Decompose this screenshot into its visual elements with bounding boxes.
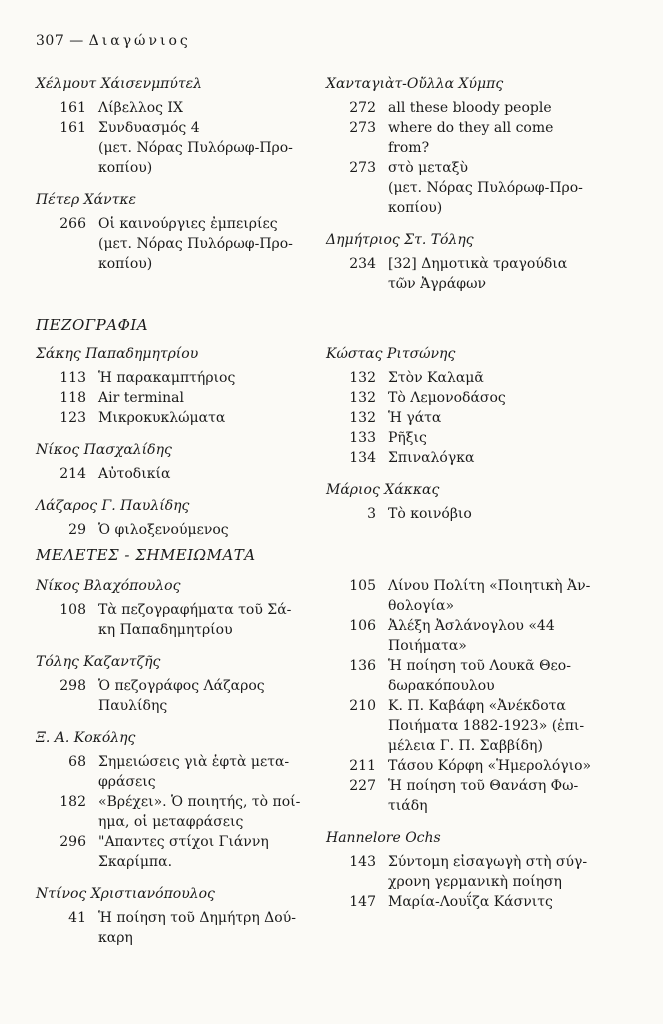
issue-number: 106 — [349, 618, 376, 634]
page-header — [36, 33, 191, 49]
index-entry — [36, 214, 306, 274]
index-entry — [326, 892, 596, 912]
issue-number: 211 — [349, 758, 376, 774]
issue-number: 272 — [349, 100, 376, 116]
entry-title: Λίβελλος IX — [98, 100, 183, 116]
index-entry — [36, 676, 306, 716]
author-name: Ξ. Α. Κοκόλης — [36, 730, 136, 746]
author-name: Χέλμουτ Χάισενμπύτελ — [36, 76, 203, 92]
issue-number: 161 — [59, 100, 86, 116]
issue-number: 133 — [349, 430, 376, 446]
index-entry — [326, 408, 596, 428]
issue-number: 266 — [59, 216, 86, 232]
entry-title: Ὁ πεζογράφος Λάζαρος Παυλίδης — [98, 678, 265, 714]
block1-right-column — [326, 74, 596, 294]
entry-title: Τάσου Κόρφη «Ἡμερολόγιο» — [388, 758, 592, 774]
issue-number: 298 — [59, 678, 86, 694]
issue-number: 210 — [349, 698, 376, 714]
group-spacer — [36, 178, 306, 190]
index-entry — [326, 254, 596, 294]
issue-number: 214 — [59, 466, 86, 482]
entry-title: Μικροκυκλώματα — [98, 410, 226, 426]
issue-number: 105 — [349, 578, 376, 594]
group-spacer — [326, 816, 596, 828]
index-entry — [326, 756, 596, 776]
issue-number: 29 — [68, 522, 86, 538]
group-spacer — [36, 428, 306, 440]
header-dash: — — [69, 33, 84, 49]
page-number: 307 — [36, 33, 65, 49]
index-entry — [36, 908, 306, 948]
author-name: Ντίνος Χριστιανόπουλος — [36, 886, 215, 902]
entry-title: Σημειώσεις γιὰ ἑφτὰ μετα- φράσεις — [98, 754, 290, 790]
issue-number: 136 — [349, 658, 376, 674]
group-spacer — [326, 218, 596, 230]
author-name: Τόλης Καζαντζῆς — [36, 654, 161, 670]
issue-number: 41 — [68, 910, 86, 926]
entry-title: Ἡ ποίηση τοῦ Λουκᾶ Θεο- δωρακόπουλου — [388, 658, 571, 694]
index-entry — [326, 368, 596, 388]
issue-number: 132 — [349, 370, 376, 386]
issue-number: 147 — [349, 894, 376, 910]
entry-title: Τὸ Λεμονοδάσος — [388, 390, 506, 406]
author-name: Λάζαρος Γ. Παυλίδης — [36, 498, 190, 514]
index-entry — [326, 656, 596, 696]
entry-title: Σύντομη εἰσαγωγὴ στὴ σύγ- χρονη γερμανικὴ ποίηση — [388, 854, 588, 890]
issue-number: 296 — [59, 834, 86, 850]
index-entry — [326, 776, 596, 816]
index-entry — [36, 600, 306, 640]
block3-left-column — [36, 576, 306, 948]
entry-title: Ἡ ποίηση τοῦ Θανάση Φω- τιάδη — [388, 778, 579, 814]
block1-left-column — [36, 74, 306, 274]
index-entry — [326, 388, 596, 408]
issue-number: 273 — [349, 120, 376, 136]
author-name: Δημήτριος Στ. Τόλης — [326, 232, 474, 248]
author-name: Σάκης Παπαδημητρίου — [36, 346, 199, 362]
entry-title: [32] Δημοτικὰ τραγούδια τῶν Ἀγράφων — [388, 256, 568, 292]
group-spacer — [36, 716, 306, 728]
group-spacer — [36, 640, 306, 652]
entry-title: Ἡ παρακαμπτήριος — [98, 370, 236, 386]
entry-title: Συνδυασμός 4 (μετ. Νόρας Πυλόρωφ-Προ- κοπίου) — [98, 120, 293, 176]
group-spacer — [326, 468, 596, 480]
author-name: Κώστας Ριτσώνης — [326, 346, 456, 362]
index-entry — [36, 118, 306, 178]
author-name: Μάριος Χάκκας — [326, 482, 440, 498]
author-name: Νίκος Πασχαλίδης — [36, 442, 172, 458]
entry-title: Ἡ γάτα — [388, 410, 442, 426]
block3-right-column — [326, 576, 596, 912]
entry-title: Ρῆξις — [388, 430, 427, 446]
entry-title: Τὸ κοινόβιο — [388, 506, 472, 522]
block2-left-column — [36, 344, 306, 540]
index-entry — [326, 448, 596, 468]
entry-title: «Βρέχει». Ὁ ποιητής, τὸ ποί- ημα, οἱ μεταφράσεις — [98, 794, 301, 830]
index-entry — [36, 832, 306, 872]
issue-number: 182 — [59, 794, 86, 810]
entry-title: all these bloody people — [388, 100, 552, 116]
index-entry — [326, 504, 596, 524]
entry-title: στὸ μεταξὺ (μετ. Νόρας Πυλόρωφ-Προ- κοπίου) — [388, 160, 583, 216]
issue-number: 234 — [349, 256, 376, 272]
entry-title: Στὸν Καλαμᾶ — [388, 370, 484, 386]
author-name: Χανταγιὰτ-Οὔλλα Χύμπς — [326, 76, 504, 92]
index-entry — [36, 752, 306, 792]
index-entry — [326, 576, 596, 616]
section-title-prose: ΠΕΖΟΓΡΑΦΙΑ — [36, 316, 149, 334]
entry-title: Κ. Π. Καβάφη «Ἀνέκδοτα Ποιήματα 1882-1923» (ἐπι- μέλεια Γ. Π. Σαββίδη) — [388, 698, 585, 754]
issue-number: 113 — [59, 370, 86, 386]
entry-title: Ἡ ποίηση τοῦ Δημήτρη Δού- καρη — [98, 910, 296, 946]
block2-right-column — [326, 344, 596, 524]
entry-title: Σπιναλόγκα — [388, 450, 475, 466]
issue-number: 132 — [349, 390, 376, 406]
issue-number: 108 — [59, 602, 86, 618]
entry-title: Οἱ καινούργιες ἐμπειρίες (μετ. Νόρας Πυλόρωφ-Προ- κοπίου) — [98, 216, 293, 272]
issue-number: 132 — [349, 410, 376, 426]
index-entry — [36, 368, 306, 388]
issue-number: 273 — [349, 160, 376, 176]
entry-title: Μαρία-Λουΐζα Κάσνιτς — [388, 894, 553, 910]
index-entry — [326, 696, 596, 756]
entry-title: Λίνου Πολίτη «Ποιητικὴ Ἀν- θολογία» — [388, 578, 591, 614]
index-entry — [326, 428, 596, 448]
issue-number: 161 — [59, 120, 86, 136]
index-entry — [326, 118, 596, 158]
index-entry — [36, 388, 306, 408]
index-entry — [36, 98, 306, 118]
section-title-studies: ΜΕΛΕΤΕΣ - ΣΗΜΕΙΩΜΑΤΑ — [36, 546, 256, 564]
issue-number: 227 — [349, 778, 376, 794]
index-entry — [36, 520, 306, 540]
issue-number: 134 — [349, 450, 376, 466]
index-entry — [326, 852, 596, 892]
group-spacer — [36, 484, 306, 496]
entry-title: "Απαντες στίχοι Γιάννη Σκαρίμπα. — [98, 834, 269, 870]
issue-number: 118 — [59, 390, 86, 406]
index-entry — [36, 408, 306, 428]
author-name: Πέτερ Χάντκε — [36, 192, 137, 208]
index-entry — [36, 464, 306, 484]
index-entry — [326, 616, 596, 656]
entry-title: where do they all come from? — [388, 120, 554, 156]
index-entry — [36, 792, 306, 832]
entry-title: Αὐτοδικία — [98, 466, 171, 482]
entry-title: Ὁ φιλοξενούμενος — [98, 522, 229, 538]
index-entry — [326, 98, 596, 118]
group-spacer — [36, 872, 306, 884]
issue-number: 143 — [349, 854, 376, 870]
author-name: Νίκος Βλαχόπουλος — [36, 578, 181, 594]
index-entry — [326, 158, 596, 218]
author-name: Hannelore Ochs — [326, 830, 441, 846]
issue-number: 68 — [68, 754, 86, 770]
entry-title: Τὰ πεζογραφήματα τοῦ Σά- κη Παπαδημητρίου — [98, 602, 292, 638]
journal-title: Διαγώνιος — [88, 33, 191, 49]
entry-title: Air terminal — [98, 390, 184, 406]
issue-number: 3 — [367, 506, 376, 522]
issue-number: 123 — [59, 410, 86, 426]
entry-title: Ἀλέξη Ἀσλάνογλου «44 Ποιήματα» — [388, 618, 555, 654]
